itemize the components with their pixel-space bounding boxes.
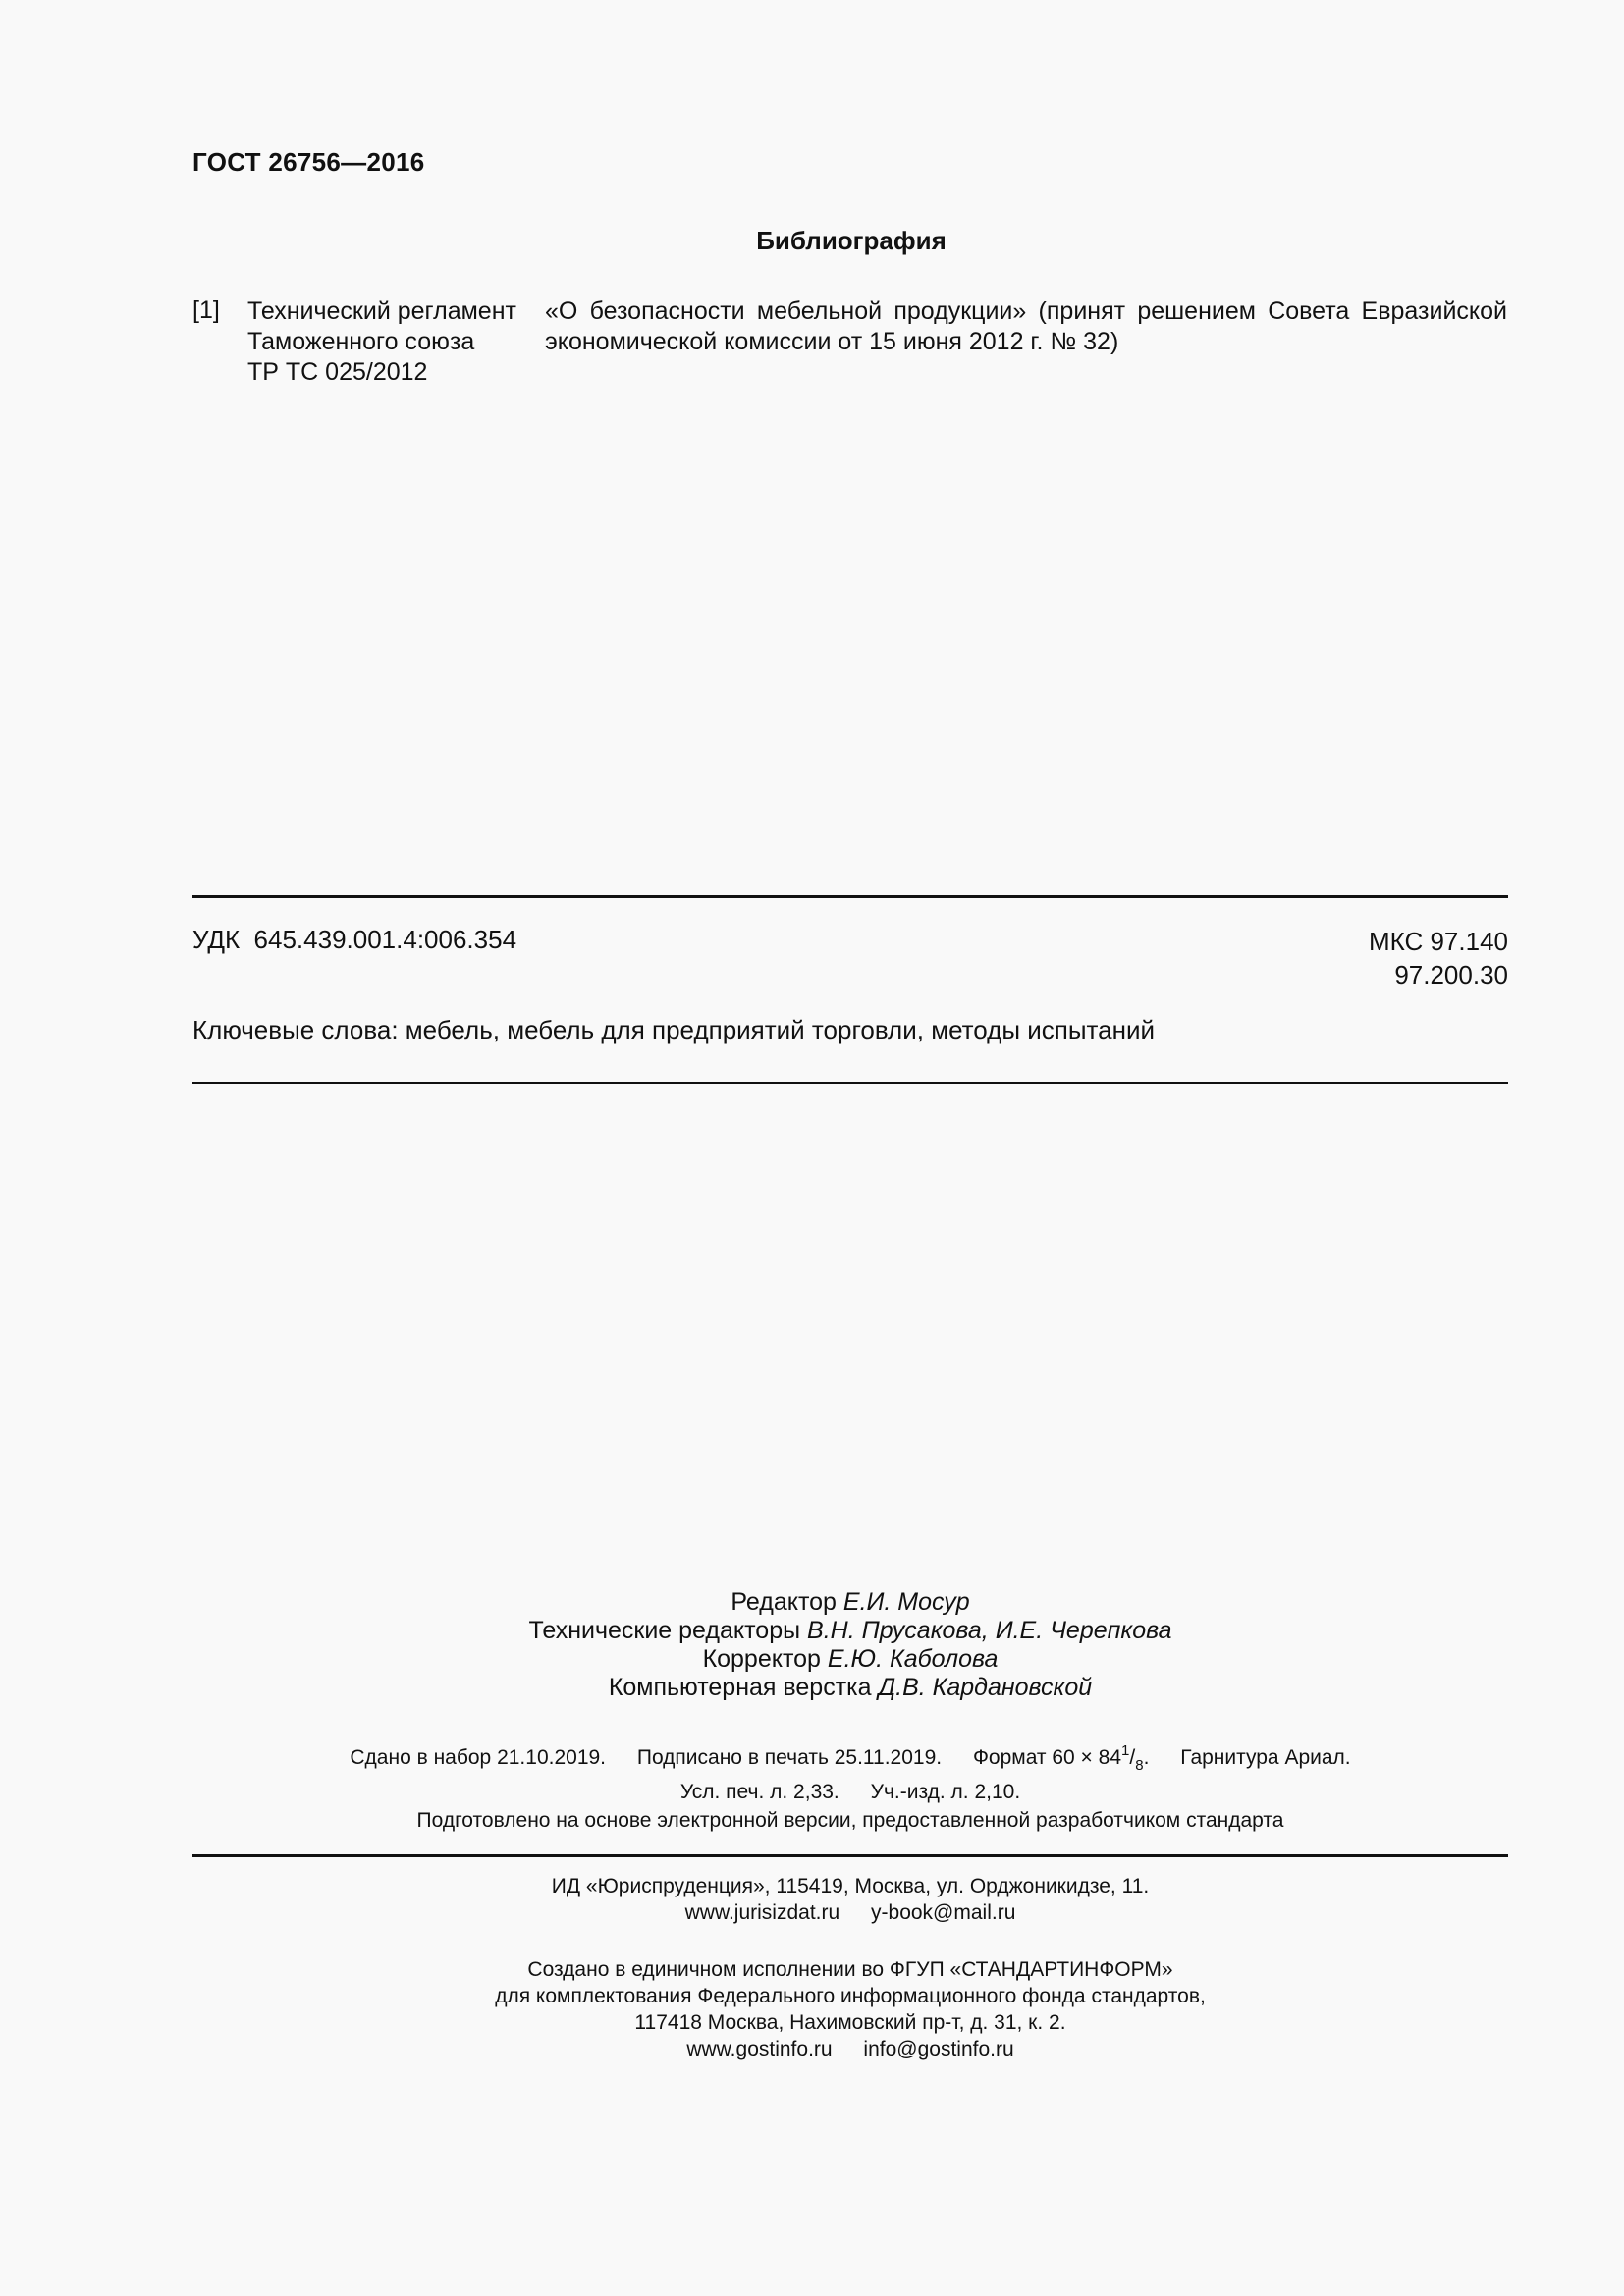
divider-bottom — [192, 1854, 1508, 1857]
keywords: Ключевые слова: мебель, мебель для предприятий торговли, методы испытаний — [192, 1015, 1156, 1044]
corrector-line — [192, 1645, 1508, 1674]
publisher-sheets: Уч.-изд. л. 2,10. — [870, 1781, 1021, 1803]
print-sheets: Усл. печ. л. 2,33. — [679, 1781, 839, 1803]
publisher-email-link[interactable]: y-book@mail.ru — [871, 1901, 1016, 1924]
submitted-date: Сдано в набор 21.10.2019. — [350, 1746, 607, 1769]
imprint-row-2 — [192, 1779, 1508, 1805]
imprint-block — [192, 1737, 1508, 1805]
typeface: Гарнитура Ариал. — [1180, 1746, 1351, 1769]
format-slash: / — [1129, 1746, 1136, 1769]
printer-line: Создано в единичном исполнении во ФГУП «СТАНДАРТИНФОРМ» — [527, 1958, 1173, 1981]
tech-editors-names: В.Н. Прусакова, И.Е. Черепкова — [807, 1617, 1172, 1644]
tech-editors-line — [192, 1617, 1508, 1645]
mks-codes — [1369, 925, 1508, 991]
udk-code: УДК 645.439.001.4:006.354 — [192, 925, 517, 954]
bibliography-doc-line: Технический регламент — [247, 297, 516, 325]
editor-name: Е.И. Мосур — [842, 1588, 970, 1616]
publisher-contacts — [192, 1899, 1508, 1926]
prepared-note: Подготовлено на основе электронной версии, предоставленной разработчиком стандарта — [416, 1809, 1284, 1832]
bibliography-title: Библиография — [756, 226, 947, 255]
layout-name: Д.В. Кардановской — [878, 1674, 1093, 1701]
printer-block — [192, 1956, 1508, 2062]
divider-middle — [192, 1082, 1508, 1084]
credits-block — [192, 1588, 1508, 1702]
signed-date: Подписано в печать 25.11.2019. — [636, 1746, 943, 1769]
publisher-site-link[interactable]: www.jurisizdat.ru — [684, 1901, 840, 1924]
corrector-label: Корректор — [702, 1645, 821, 1673]
format — [972, 1742, 1150, 1774]
publisher-block — [192, 1873, 1508, 1926]
layout-label: Компьютерная верстка — [608, 1674, 872, 1701]
divider-top — [192, 895, 1508, 898]
format-suffix: . — [1143, 1746, 1150, 1769]
printer-site-link[interactable]: www.gostinfo.ru — [686, 2038, 833, 2060]
corrector-name: Е.Ю. Каболова — [827, 1645, 999, 1673]
editor-line — [192, 1588, 1508, 1617]
format-denominator: 8 — [1135, 1757, 1144, 1774]
layout-line — [192, 1674, 1508, 1702]
bibliography-item-number: [1] — [192, 296, 220, 324]
printer-address: 117418 Москва, Нахимовский пр-т, д. 31, к. 2. — [634, 2011, 1066, 2034]
editor-label: Редактор — [731, 1588, 837, 1616]
tech-editors-label: Технические редакторы — [528, 1617, 801, 1644]
bibliography-doc-line: Таможенного союза — [247, 328, 475, 355]
publisher-address: ИД «Юриспруденция», 115419, Москва, ул. Орджоникидзе, 11. — [551, 1875, 1150, 1897]
document-code: ГОСТ 26756—2016 — [192, 147, 425, 177]
bibliography-doc-line: ТР ТС 025/2012 — [247, 358, 428, 386]
bibliography-item-description: «О безопасности мебельной продукции» (принят решением Совета Евразийской экономической комиссии от 15 июня 2012 г. № 32) — [545, 297, 1507, 355]
imprint-row-1 — [192, 1737, 1508, 1779]
mks-code: 97.200.30 — [1394, 960, 1508, 989]
printer-line: для комплектования Федерального информационного фонда стандартов, — [495, 1985, 1206, 2007]
mks-code: МКС 97.140 — [1368, 927, 1508, 956]
bibliography-item-document — [247, 296, 532, 388]
format-prefix: Формат 60 × 84 — [972, 1746, 1122, 1769]
printer-contacts — [192, 2036, 1508, 2062]
format-numerator: 1 — [1121, 1742, 1130, 1759]
printer-email-link[interactable]: info@gostinfo.ru — [863, 2038, 1014, 2060]
